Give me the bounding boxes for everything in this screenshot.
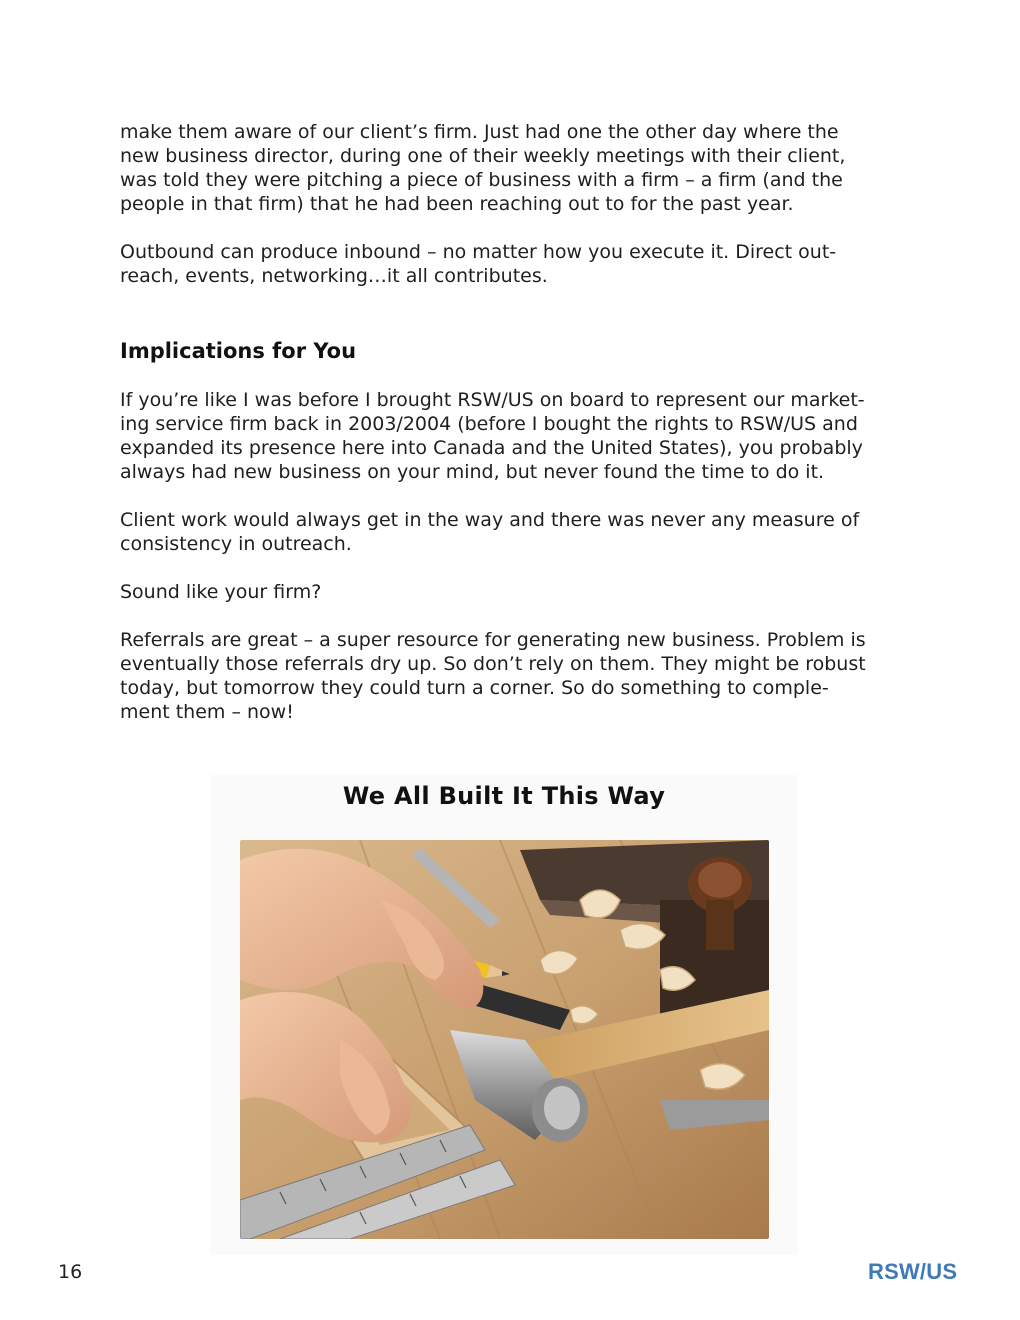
- paragraph-3: If you’re like I was before I brought RSW/US on board to represent our market- ing service firm back in 2003/2004 (before I bought the rights to RSW/US and expanded its presence here into Canada and the United States), you probably always had new business on your mind, but never found the time to do it.: [120, 389, 865, 483]
- paragraph-4: Client work would always get in the way and there was never any measure of consistency in outreach.: [120, 509, 860, 555]
- paragraph-5: Sound like your firm?: [120, 581, 322, 603]
- rsw-us-logo: RSW/US: [868, 1259, 958, 1284]
- figure-title: We All Built It This Way: [342, 782, 666, 810]
- paragraph-6: Referrals are great – a super resource for generating new business. Problem is eventually those referrals dry up. So don’t rely on them. They might be robust today, but tomorrow they could turn a corner. So do something to comple- ment them – now!: [120, 629, 866, 723]
- paragraph-1: make them aware of our client’s firm. Just had one the other day where the new business director, during one of their weekly meetings with their client, was told they were pitching a piece of business with a firm – a firm (and the people in that firm) that he had been reaching out to for the past year.: [120, 121, 846, 215]
- section-heading: Implications for You: [120, 339, 357, 363]
- carpentry-tools-photo: [240, 840, 769, 1239]
- figure: [210, 775, 798, 1255]
- paragraph-2: Outbound can produce inbound – no matter how you execute it. Direct out- reach, events, networking…it all contributes.: [120, 241, 837, 287]
- page-number: 16: [58, 1261, 83, 1283]
